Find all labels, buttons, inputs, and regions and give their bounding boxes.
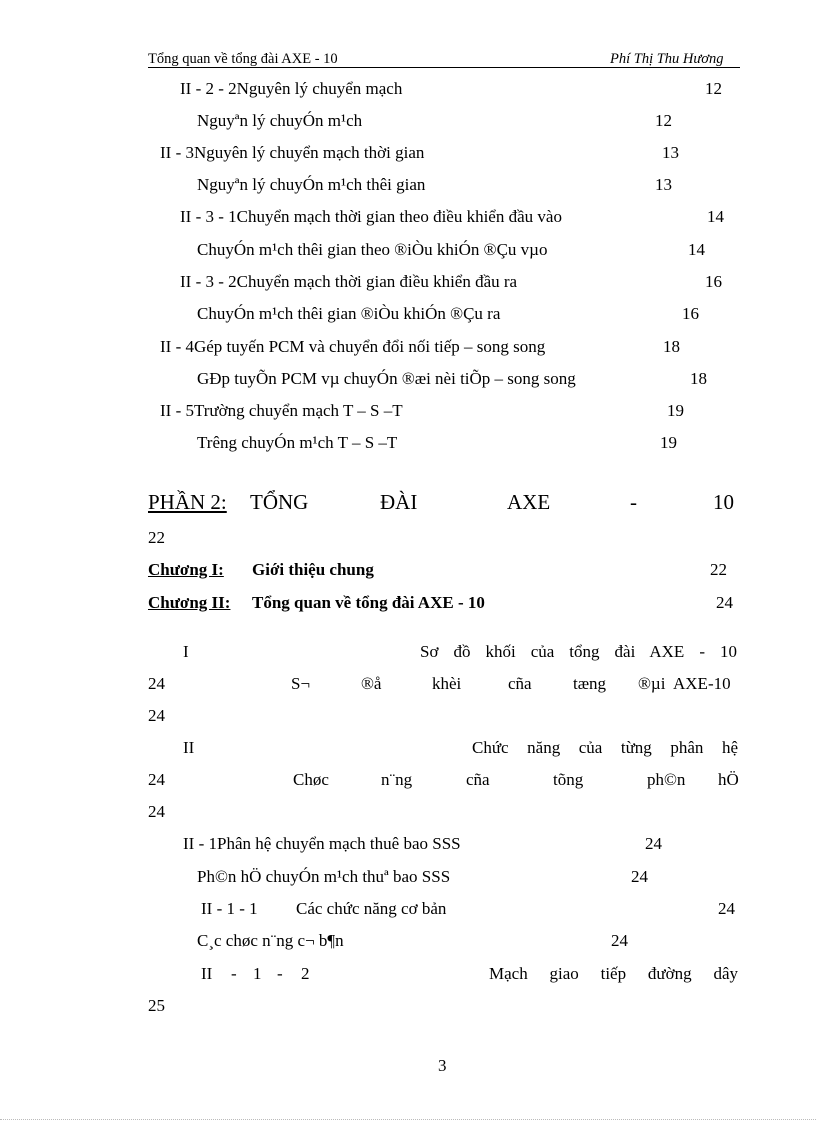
section-word: ®å	[361, 674, 382, 693]
chapter-prefix: Chương II:	[148, 593, 231, 612]
toc-entry-page: 24	[716, 593, 733, 612]
toc-entry-page: 25	[148, 996, 165, 1015]
toc-entry-label: II - 3Nguyên lý chuyển mạch thời gian	[160, 143, 425, 162]
page-bottom-border	[0, 1119, 816, 1120]
toc-entry-page: 19	[667, 401, 684, 420]
toc-entry-page: 16	[705, 272, 722, 291]
toc-entry-page: 22	[710, 560, 727, 579]
toc-entry-page: 24	[148, 802, 165, 821]
toc-entry-page: 13	[662, 143, 679, 162]
toc-entry-page: 24	[718, 899, 735, 918]
toc-entry-label: Mạch giao tiếp đường dây	[489, 964, 738, 983]
chapter-title: Tổng quan về tổng đài AXE - 10	[252, 593, 485, 612]
toc-entry-label: ChuyÓn m¹ch thêi gian theo ®iÒu khiÓn ®Çu vµo	[197, 240, 548, 259]
toc-entry-page: 19	[660, 433, 677, 452]
toc-entry-label: II - 1Phân hệ chuyển mạch thuê bao SSS	[183, 834, 461, 853]
toc-entry-number: II - 1 - 1	[201, 899, 258, 918]
toc-entry-page: 18	[663, 337, 680, 356]
toc-entry-page: 12	[705, 79, 722, 98]
toc-entry-label: II - 2 - 2Nguyên lý chuyển mạch	[180, 79, 403, 98]
toc-entry-label: ChuyÓn m¹ch thêi gian ®iÒu khiÓn ®Çu ra	[197, 304, 501, 323]
section-word: ph©n	[647, 770, 686, 789]
toc-entry-page: 18	[690, 369, 707, 388]
toc-entry-label: Trêng chuyÓn m¹ch T – S –T	[197, 433, 398, 452]
section-word: n¨ng	[381, 770, 413, 789]
toc-entry-page: 24	[611, 931, 628, 950]
toc-entry-label: Ph©n hÖ chuyÓn m¹ch thuª bao SSS	[197, 867, 451, 886]
section-title: Sơ đồ khối của tổng đài AXE - 10	[420, 642, 737, 661]
toc-entry-label: II - 5Trường chuyển mạch T – S –T	[160, 401, 403, 420]
part-heading-word: -	[630, 490, 637, 514]
running-header-author: Phí Thị Thu Hương	[610, 51, 724, 67]
part-heading-word: ĐÀI	[380, 490, 418, 514]
section-number: I	[183, 642, 189, 661]
section-word: hÖ	[718, 770, 739, 789]
toc-entry-number: 1	[253, 964, 262, 983]
section-word: cña	[508, 674, 532, 693]
part-heading-word: 10	[713, 490, 734, 514]
toc-entry-number: -	[277, 964, 283, 983]
section-word: Chøc	[293, 770, 329, 789]
toc-entry-page: 24	[631, 867, 648, 886]
section-word: tõng	[553, 770, 584, 789]
running-header-title: Tổng quan về tổng đài AXE - 10	[148, 51, 338, 67]
toc-entry-label: II - 4Gép tuyến PCM và chuyển đổi nối tiếp – song song	[160, 337, 546, 356]
toc-entry-number: 2	[301, 964, 310, 983]
toc-entry-page: 12	[655, 111, 672, 130]
toc-entry-page: 22	[148, 528, 165, 547]
toc-entry-number: II	[201, 964, 213, 983]
part-heading-word: AXE	[507, 490, 551, 514]
chapter-prefix: Chương I:	[148, 560, 224, 579]
header-rule	[148, 67, 740, 68]
toc-entry-page: 24	[148, 770, 165, 789]
toc-entry-page: 24	[148, 706, 165, 725]
toc-entry-page: 24	[645, 834, 662, 853]
chapter-title: Giới thiệu chung	[252, 560, 374, 579]
part-heading-word: TỔNG	[250, 490, 309, 514]
toc-entry-number: -	[231, 964, 237, 983]
part-heading-label: PHẦN 2:	[148, 490, 227, 514]
section-word: ®µi	[638, 674, 666, 693]
toc-entry-label: II - 3 - 2Chuyển mạch thời gian điều khiển đầu ra	[180, 272, 518, 291]
toc-entry-page: 13	[655, 175, 672, 194]
toc-entry-page: 14	[688, 240, 705, 259]
section-title: Chức năng của từng phân hệ	[472, 738, 738, 757]
section-word: khèi	[432, 674, 462, 693]
toc-entry-label: Nguyªn lý chuyÓn m¹ch thêi gian	[197, 175, 426, 194]
section-word: cña	[466, 770, 490, 789]
toc-entry-label: Nguyªn lý chuyÓn m¹ch	[197, 111, 363, 130]
section-word: S¬	[291, 674, 311, 693]
toc-entry-label: Các chức năng cơ bản	[296, 899, 447, 918]
toc-entry-label: II - 3 - 1Chuyển mạch thời gian theo điều khiển đầu vào	[180, 207, 562, 226]
toc-entry-page: 16	[682, 304, 699, 323]
toc-entry-label: GÐp tuyÕn PCM vµ chuyÓn ®æi nèi tiÕp – song song	[197, 369, 576, 388]
toc-entry-label: C¸c chøc n¨ng c¬ b¶n	[197, 931, 344, 950]
section-word: tæng	[573, 674, 607, 693]
section-number: II	[183, 738, 195, 757]
toc-entry-page: 24	[148, 674, 165, 693]
page-number: 3	[438, 1056, 447, 1075]
section-word: AXE-10	[673, 674, 731, 693]
toc-entry-page: 14	[707, 207, 724, 226]
